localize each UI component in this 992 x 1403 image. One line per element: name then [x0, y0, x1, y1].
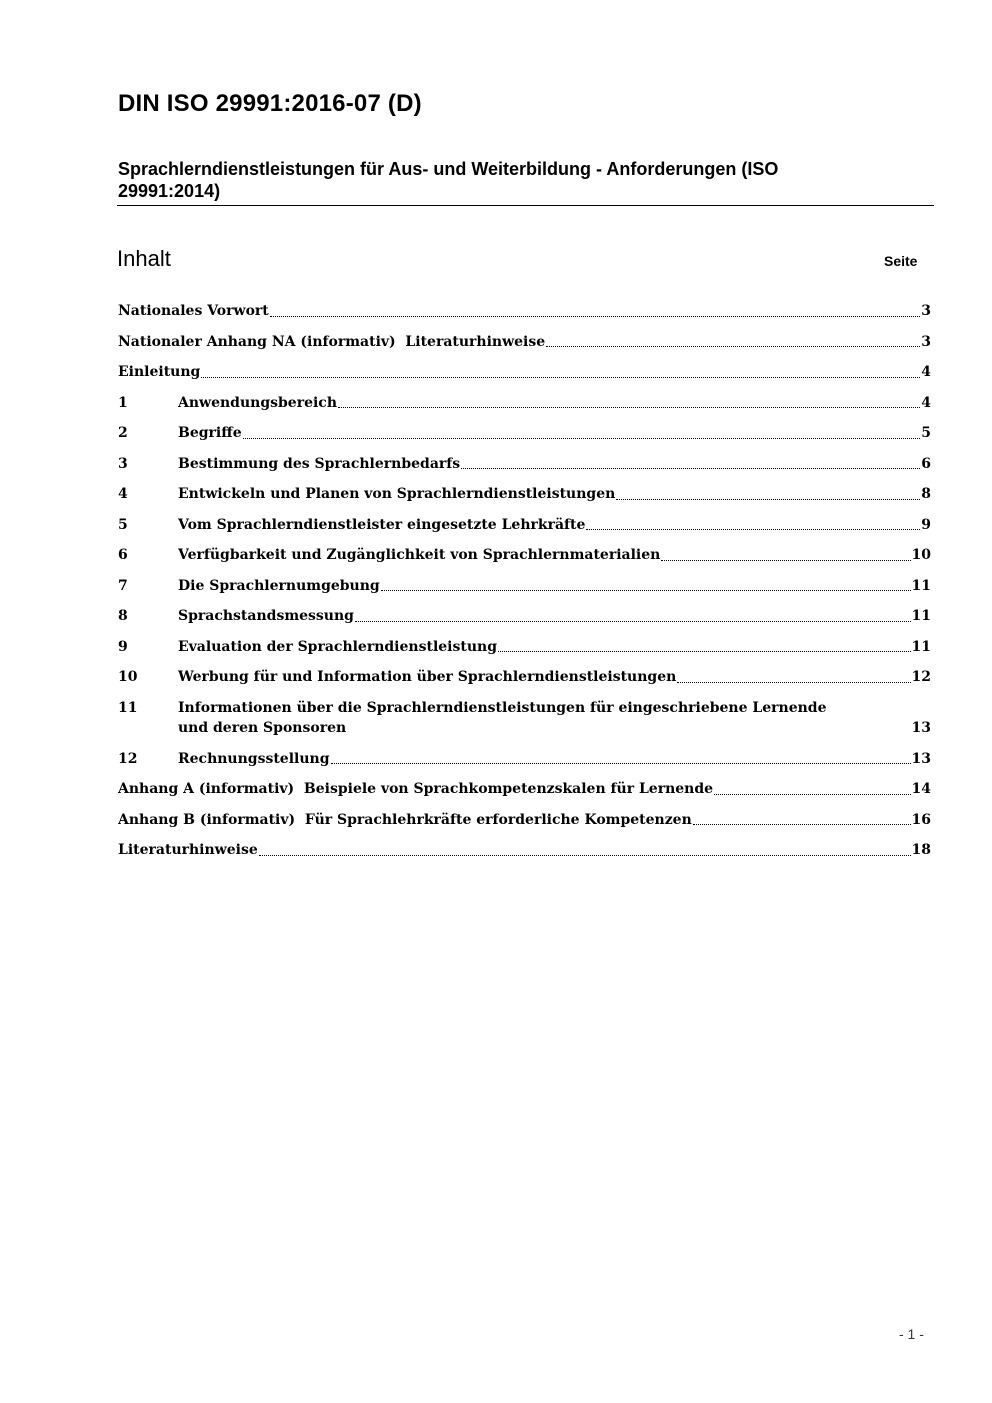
toc-entry-number: 7 [118, 577, 128, 594]
toc-entry-title: Begriffe [178, 425, 242, 441]
dot-leader [586, 528, 920, 530]
toc-entry-nationaler-anhang[interactable] [118, 332, 931, 353]
toc-entry-page: 11 [911, 608, 931, 624]
toc-entry-page: 3 [921, 333, 931, 350]
toc-entry-title: Informationen über die Sprachlerndienstleistungen für eingeschriebene Lernende und deren Sponsoren [178, 699, 827, 736]
toc-entry-section-10[interactable] [118, 667, 931, 688]
dot-leader [243, 437, 921, 439]
title-divider [117, 205, 934, 206]
toc-entry-title: Die Sprachlernumgebung [178, 577, 380, 594]
toc-entry-title: Sprachstandsmessung [178, 608, 354, 624]
toc-entry-section-5[interactable] [118, 515, 931, 536]
table-of-contents [118, 301, 931, 871]
dot-leader [270, 315, 921, 317]
toc-entry-page: 12 [911, 669, 931, 685]
toc-entry-section-12[interactable] [118, 749, 931, 770]
toc-entry-page: 11 [911, 638, 931, 655]
toc-entry-page: 4 [921, 394, 931, 411]
toc-entry-title: Verfügbarkeit und Zugänglichkeit von Sprachlernmaterialien [178, 547, 661, 563]
toc-entry-number: 5 [118, 516, 128, 533]
toc-entry-einleitung[interactable] [118, 362, 931, 383]
dot-leader [661, 559, 910, 561]
toc-entry-number: 2 [118, 425, 128, 441]
toc-entry-page: 13 [911, 720, 931, 736]
toc-entry-title: Anwendungsbereich [178, 394, 337, 411]
toc-entry-title: Einleitung [118, 364, 201, 380]
toc-entry-page: 14 [911, 781, 931, 797]
dot-leader [461, 467, 920, 469]
toc-entry-title: Werbung für und Information über Sprachlerndienstleistungen [178, 669, 677, 685]
dot-leader [693, 823, 911, 825]
dot-leader [381, 589, 911, 591]
toc-entry-page: 6 [921, 455, 931, 472]
dot-leader [546, 345, 920, 347]
dot-leader [677, 681, 910, 683]
toc-entry-page: 16 [911, 811, 931, 828]
toc-entry-title: Vom Sprachlerndienstleister eingesetzte Lehrkräfte [178, 516, 586, 533]
dot-leader [616, 498, 920, 500]
dot-leader [201, 376, 920, 378]
toc-entry-section-8[interactable] [118, 606, 931, 627]
toc-entry-nationales-vorwort[interactable] [118, 301, 931, 322]
toc-entry-number: 3 [118, 455, 128, 472]
toc-entry-title: Nationaler Anhang NA (informativ) Literaturhinweise [118, 333, 546, 350]
dot-leader [331, 762, 911, 764]
toc-entry-title: Anhang A (informativ) Beispiele von Sprachkompetenzskalen für Lernende [118, 781, 714, 797]
dot-leader [338, 406, 920, 408]
toc-entry-section-7[interactable] [118, 576, 931, 597]
toc-entry-title: Nationales Vorwort [118, 303, 269, 319]
document-subtitle: Sprachlerndienstleistungen für Aus- und Weiterbildung - Anforderungen (ISO 29991:2014) [118, 159, 779, 201]
toc-entry-anhang-a[interactable] [118, 779, 931, 800]
toc-entry-page: 11 [911, 577, 931, 594]
document-title: DIN ISO 29991:2016-07 (D) [118, 90, 422, 117]
toc-entry-anhang-b[interactable] [118, 810, 931, 831]
toc-entry-number: 8 [118, 608, 128, 624]
toc-entry-page: 5 [921, 425, 931, 441]
toc-entry-page: 8 [921, 486, 931, 502]
toc-entry-title: Bestimmung des Sprachlernbedarfs [178, 455, 461, 472]
dot-leader [498, 650, 911, 652]
toc-entry-title: Anhang B (informativ) Für Sprachlehrkräfte erforderliche Kompetenzen [118, 811, 692, 828]
toc-heading: Inhalt [117, 246, 171, 271]
toc-entry-page: 18 [911, 842, 931, 858]
toc-entry-section-1[interactable] [118, 393, 931, 414]
toc-entry-section-6[interactable] [118, 545, 931, 566]
toc-entry-number: 4 [118, 486, 128, 502]
toc-entry-section-11[interactable] [118, 698, 931, 739]
toc-entry-section-3[interactable] [118, 454, 931, 475]
toc-entry-number: 12 [118, 750, 138, 767]
toc-entry-literaturhinweise[interactable] [118, 840, 931, 861]
dot-leader [714, 793, 910, 795]
page-column-label: Seite [884, 253, 918, 269]
toc-entry-title: Evaluation der Sprachlerndienstleistung [178, 638, 497, 655]
toc-entry-section-9[interactable] [118, 637, 931, 658]
toc-entry-page: 10 [911, 547, 931, 563]
toc-entry-title: Entwickeln und Planen von Sprachlerndienstleistungen [178, 486, 616, 502]
dot-leader [355, 620, 911, 622]
toc-entry-number: 6 [118, 547, 128, 563]
toc-entry-page: 3 [921, 303, 931, 319]
toc-entry-page: 9 [921, 516, 931, 533]
toc-entry-number: 1 [118, 394, 128, 411]
toc-entry-number: 11 [118, 699, 138, 716]
toc-entry-section-4[interactable] [118, 484, 931, 505]
toc-entry-number: 10 [118, 669, 138, 685]
page-number: - 1 - [899, 1326, 924, 1342]
toc-entry-title: Literaturhinweise [118, 842, 258, 858]
toc-entry-page: 13 [911, 750, 931, 767]
toc-entry-title: Rechnungsstellung [178, 750, 330, 767]
toc-entry-page: 4 [921, 364, 931, 380]
dot-leader [259, 854, 911, 856]
toc-entry-section-2[interactable] [118, 423, 931, 444]
toc-entry-number: 9 [118, 638, 128, 655]
